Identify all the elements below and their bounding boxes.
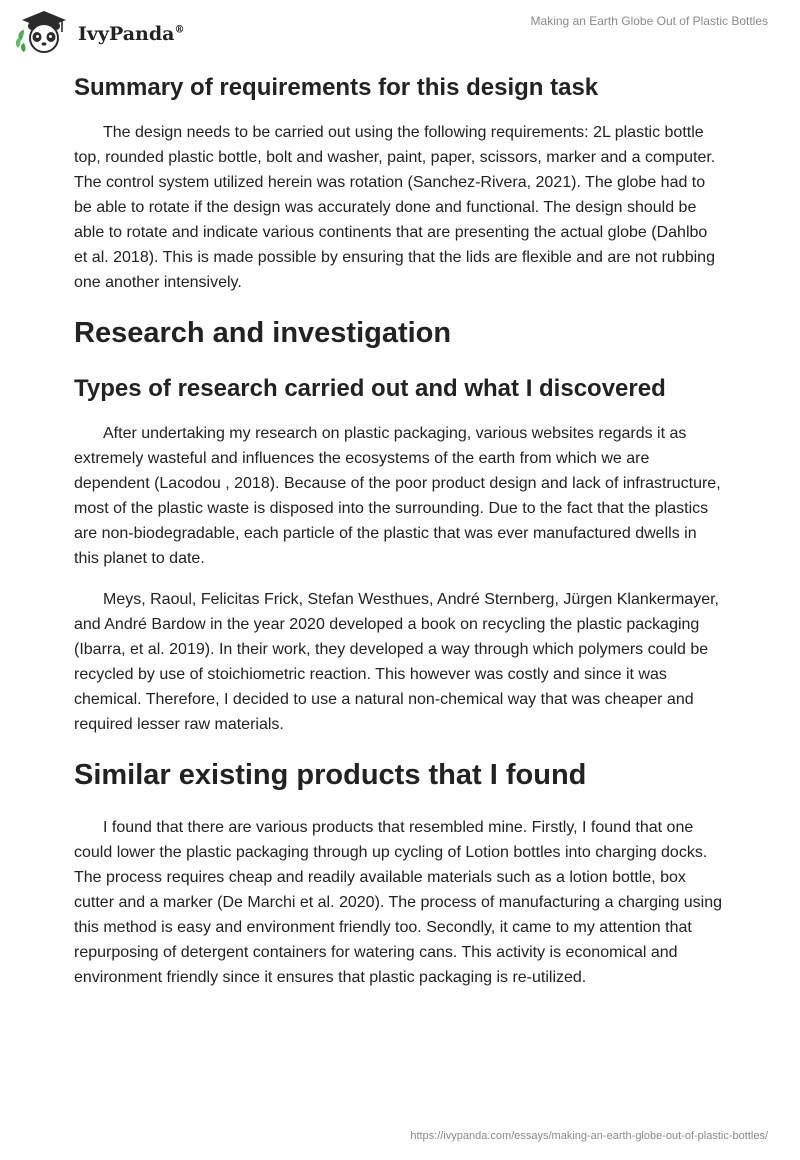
panda-graduation-icon	[14, 8, 70, 56]
source-url[interactable]: https://ivypanda.com/essays/making-an-earth-globe-out-of-plastic-bottles/	[410, 1130, 768, 1142]
section-heading-summary: Summary of requirements for this design task	[74, 74, 599, 101]
essay-content	[74, 72, 724, 1006]
paragraph: After undertaking my research on plastic packaging, various websites regards it as extremely wasteful and influences the ecosystems of the earth from which we are dependent (Lacodou , 2018). Because of the poor product design and lack of infrastructure, most of the plastic waste is disposed into the surrounding. Due to the fact that the plastics are non-biodegradable, each particle of the plastic that was ever manufactured dwells in this planet to date.	[74, 425, 721, 567]
section-heading-similar-products: Similar existing products that I found	[74, 759, 587, 791]
paragraph: Meys, Raoul, Felicitas Frick, Stefan Westhues, André Sternberg, Jürgen Klankermayer, and André Bardow in the year 2020 developed a book on recycling the plastic packaging (Ibarra, et al. 2019). In their work, they developed a way through which polymers could be recycled by use of stoichiometric reaction. This however was costly and since it was chemical. Therefore, I decided to use a natural non-chemical way that was cheaper and required lesser raw materials.	[74, 591, 719, 733]
brand-name: IvyPanda®	[78, 23, 185, 45]
document-title: Making an Earth Globe Out of Plastic Bottles	[530, 14, 768, 28]
paragraph: The design needs to be carried out using the following requirements: 2L plastic bottle top, rounded plastic bottle, bolt and washer, paint, paper, scissors, marker and a computer. The control system utilized herein was rotation (Sanchez-Rivera, 2021). The globe had to be able to rotate if the design was accurately done and functional. The design should be able to rotate and indicate various continents that are presenting the actual globe (Dahlbo et al. 2018). This is made possible by ensuring that the lids are flexible and are not rubbing one another intensively.	[74, 124, 716, 291]
page-header	[0, 0, 800, 60]
paragraph: I found that there are various products that resembled mine. Firstly, I found that one could lower the plastic packaging through up cycling of Lotion bottles into charging docks. The process requires cheap and readily available materials such as a lotion bottle, box cutter and a marker (De Marchi et al. 2020). The process of manufacturing a charging using this method is easy and environment friendly too. Secondly, it came to my attention that repurposing of detergent containers for watering cans. This activity is economical and environment friendly since it ensures that plastic packaging is re-utilized.	[74, 819, 723, 986]
section-heading-research: Research and investigation	[74, 317, 452, 349]
section-heading-types-of-research: Types of research carried out and what I discovered	[74, 375, 666, 402]
ivypanda-logo[interactable]	[14, 8, 184, 56]
